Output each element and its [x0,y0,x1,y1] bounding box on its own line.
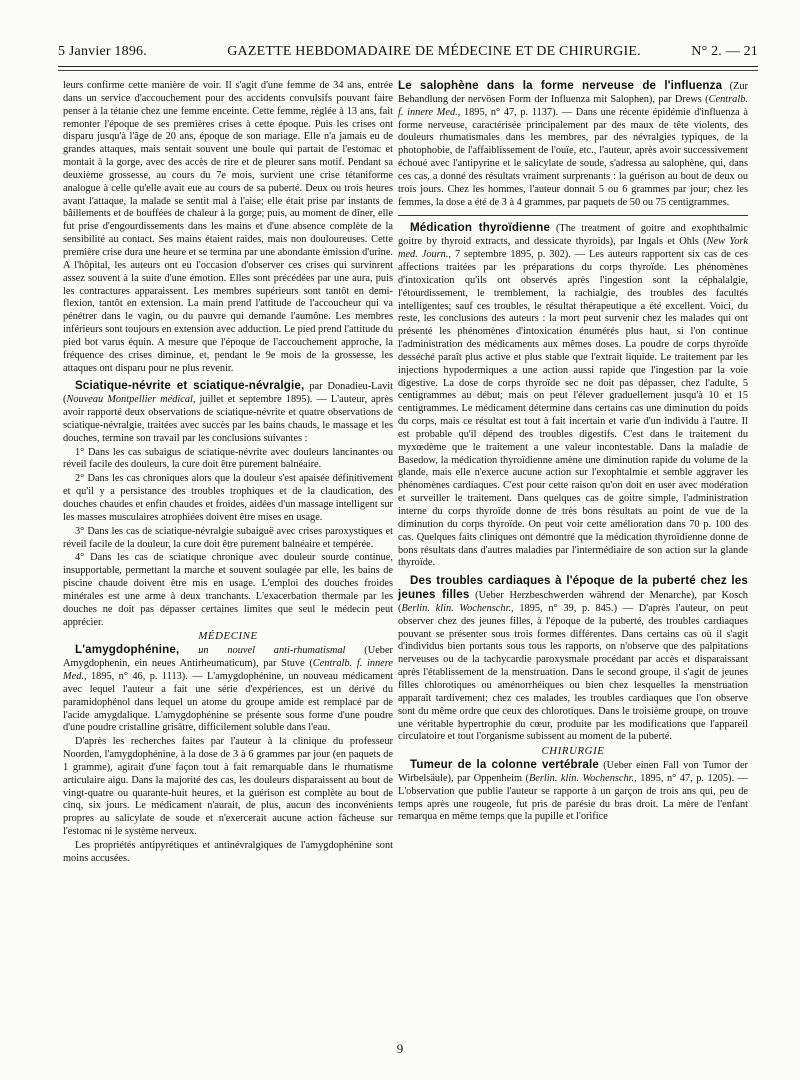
article-paragraph: Les propriétés antipyrétiques et antinévralgiques de l'amygdophénine sont moins accusées. [63,839,393,864]
article-title: Le salophène dans la forme nerveuse de l'influenza [398,79,723,92]
article-authors: (Ueber einen Fall von Tumor der Wirbelsäule), par Oppenheim ( [398,760,748,784]
article-divider [398,215,748,216]
article-body: juillet et septembre 1895). — L'auteur, après avoir rapporté deux observations de sciatique-névrite et quatre observations de sciatique-névralgie, traitées avec succès par les bains chauds, le massage et les douches, termine son travail par les conclusions suivantes : [63,394,393,444]
article-source: Berlin. klin. Wochenschr., [401,602,514,614]
article-source: New York med. Journ., [398,236,748,261]
article-paragraph [398,575,748,744]
conclusion-item: 4° Dans les cas de sciatique chronique avec douleur sourde continue, insupportable, permettant la marche et souvent soulagée par elle, les bains de piscine chaude doivent être mis en usage. L'emploi des douches froides minérales est une arme à deux tranchants. L'exacerbation thermale par les douches ne doit pas dépasser certaines limites que seul le médecin peut apprécier. [63,552,393,628]
article-title: L'amygdophénine, [75,643,180,657]
article-paragraph [63,644,393,735]
right-column [398,80,748,825]
article-paragraph [63,380,393,445]
article-authors: (Ueber Amygdophenin, ein neues Antirheumaticum), par Stuve ( [63,645,393,670]
article-body: 1895, n° 39, p. 845.) — D'après l'auteur, on peut observer chez des jeunes filles, à l'époque de la puberté, des troubles cardiaques pouvant se présenter sous trois formes différentes. Dans certains cas où il s'agit d'individus bien portants sous tous les rapports, on n'observe que des palpitations nerveuses ou de la tachycardie paroxysmale procédant par accès et disparaissant après l'établissement de la menstruation. Dans le second groupe, il s'agit de jeunes filles chlorotiques ou aménorrhéiques ou bien chez lesquelles la menstruation apparaît tardivement; chez ces malades, les troubles cardiaques que l'on observe sont du même ordre que ceux des chlorotiques. Dans le troisième groupe, on trouve une véritable hypertrophie du cœur, produite par les modifications que l'appareil circulatoire et tout l'organisme subissent au moment de la puberté. [398,602,748,743]
section-heading: MÉDECINE [198,630,258,643]
issue-number: N° 2. — 21 [691,44,758,59]
article-paragraph [398,222,748,570]
article-title: Sciatique-névrite et sciatique-névralgie, [75,379,305,393]
article-paragraph [398,759,748,824]
article-title: Des troubles cardiaques à l'époque de la puberté chez les jeunes filles [398,574,748,602]
article-troubles-cardiaques [398,575,748,744]
article-paragraph: D'après les recherches faites par l'auteur à la clinique du professeur Noorden, l'amygdophénine, à la dose de 3 à 6 grammes par jour (en paquets de 1 gramme), agirait d'une façon tout à fait remarquable dans le rhumatisme articulaire aigu. Dans la majorité des cas, les douleurs disparaissent au bout de vingt-quatre ou quarante-huit heures, et la guérison est complète au bout de cinq, six jours. Le médicament n'aurait, de plus, aucun des inconvénients propres au salicylate de soude et n'exercerait aucune action fâcheuse sur l'estomac ni le système nerveux. [63,736,393,838]
article-salophene [398,80,748,209]
conclusion-item: 3° Dans les cas de sciatique-névralgie subaiguë avec crises paroxystiques et réveil facile de la douleur, la cure doit être purement balnéaire et tempérée. [63,525,393,550]
article-sciatique [63,380,393,629]
left-column [63,80,393,867]
conclusion-item: 2° Dans les cas chroniques alors que la douleur s'est apaisée définitivement et qu'il y a persistance des troubles trophiques et de la claudication, des douches chaudes et enfin chaudes et froides, aidées d'un massage intelligent sur les masses musculaires atrophiées doivent être mises en usage. [63,473,393,523]
section-heading: CHIRURGIE [541,745,605,758]
article-subtitle: un nouvel anti-rhumatismal [179,645,346,657]
article-thyroidienne [398,222,748,570]
article-body: 7 septembre 1895, p. 302). — Les auteurs rapportent six cas de ces affections traitées par les préparations du corps thyroïde. Les phénomènes d'intoxication qu'ils ont observés après l'ingestion sont la céphalalgie, l'étourdissement, le tremblement, la rachialgie, des troubles des facultés intelligentes; sauf ces troubles, le résultat thérapeutique a été excellent. Voici, du reste, les conclusions des auteurs : la mort peut survenir chez les malades qui ont présenté les phénomènes d'intoxication énumérés plus haut, si l'on continue l'administration des médicaments aux mêmes doses. La poudre de corps thyroïde desséché paraît plus active et plus stable que l'extrait liquide. Le traitement par les injections hypodermiques a une action aussi rapide que l'ingestion par la voie digestive. La dose de corps thyroïde sec ne doit pas dépasser, chez l'adulte, 5 centigrammes au début; mais on peut l'élever graduellement jusqu'à 10 et 15 centigrammes. Le médicament détermine dans certains cas une diminution du poids du corps, mais ce résultat est tout à fait incertain et varie d'un individu à l'autre. Il est probable qu'il dépend des troubles digestifs. C'est dans le traitement du myxœdème que le traitement a une valeur incontestable. Dans la maladie de Basedow, la médication thyroïdienne amène une diminution rapide du volume de la glande, mais elle n'exerce aucune action sur l'exophtalmie et semble aggraver les phénomènes cardiaques. C'est pour cette raison qu'on doit en user avec modération et surveiller le traitement. Dans quelques cas de goitre simple, l'administration interne du corps thyroïde donne de très bons résultats au point de vue de la diminution du corps thyroïde. On peut voir cette amélioration dans 70 p. 100 des cas. Quelques faits cliniques ont démontré que la médication thyroïdienne donne de bons résultats dans d'autres maladies par l'intermédiaire de son action sur la glande thyroïde. [398,249,748,569]
article-authors: (The treatment of goitre and exophthalmic goitre by thyroid extracts, and dessicate thyroids), par Ingals et Ohls ( [398,223,748,248]
article-amygdophenine [63,644,393,865]
journal-title: GAZETTE HEBDOMADAIRE DE MÉDECINE ET DE CHIRURGIE. [227,44,641,59]
page-number: 9 [396,1041,404,1056]
article-title: Médication thyroïdienne [410,221,551,235]
article-source: Nouveau Montpellier médical, [66,394,196,406]
header-rule [58,66,758,67]
article-paragraph [398,80,748,209]
issue-date: 5 Janvier 1896. [58,44,147,59]
article-authors: (Ueber Herzbeschwerden während der Menarche), par Kosch ( [398,590,748,614]
article-source: Centralb. f. innere Med., [63,658,394,682]
article-authors: (Zur Behandlung der nervösen Form der Influenza mit Salophen), par Drews ( [398,81,748,105]
article-source: Berlin. klin. Wochenschr., [528,772,637,784]
article-title: Tumeur de la colonne vertébrale [410,758,599,772]
article-tumeur [398,759,748,824]
header-rule-thin [58,70,758,71]
conclusion-item: 1° Dans les cas subaigus de sciatique-névrite avec douleurs lancinantes ou réveil facile des douleurs, la cure doit être purement balnéaire. [63,446,393,471]
article-body: 1895, n° 47, p. 1205). — L'observation que publie l'auteur se rapporte à un garçon de trois ans qui, peu de temps après une rougeole, fut pris de parésie du bras droit. La mère de l'enfant remarqua en même temps que la pupille et l'orifice [398,772,748,823]
article-body: 1895, n° 47, p. 1137). — Dans une récente épidémie d'influenza à forme nerveuse, caractérisée principalement par des maux de tête violents, des douleurs rhumatismales dans les membres, par des névralgies typiques, de la photophobie, de l'affaiblissement de l'ouïe, etc., l'auteur, après avoir successivement échoué avec l'antipyrine et le salicylate de soude, s'adressa au salophène, qui, dans ces cas, a donné des résultats vraiment surprenants : la guérison au bout de deux ou trois jours. Chez les hommes, l'auteur donnait 5 ou 6 grammes par jour; chez les femmes, la dose a été de 3 à 4 grammes, par paquets de 50 ou 75 centigrammes. [398,106,748,208]
paragraph-continued: leurs confirme cette manière de voir. Il s'agit d'une femme de 34 ans, entrée dans un service d'accouchement pour des accidents convulsifs pouvant faire penser à la tétanie chez une femme enceinte. Cette femme, réglée à 13 ans, fait remonter l'époque de ses premières crises à cette époque. Puis les crises ont disparu jusqu'à l'âge de 20 ans, époque de son mariage. Elle n'a jamais eu de grandes attaques, mais sentait souvent une boule qui partait de l'estomac et montait à la gorge, avec des accès de rire et de pleurer sans motif. Pendant sa deuxième grossesse, au cours du 7e mois, survient une crise tétaniforme analogue à celle qu'elle avait eue au cours de sa puberté. Deux ou trois heures avant l'attaque, la malade se sentit mal à l'aise; elle était prise par instants de bâillements et de bouffées de chaleur à la gorge; puis, au moment de dîner, elle fut prise d'engourdissements dans les mains et d'une absence complète de la sensibilité au contact. Ses mains étaient raides, mais non douloureuses. Cette première crise dura une heure et se termina par une abondante émission d'urine. A l'hôpital, les auteurs ont eu l'occasion d'observer ces crises qui survinrent assez souvent à la suite d'une émotion. Elles sont précédées par une aura, puis les contractures apparaissent. Les membres supérieurs sont tantôt en demi-flexion, tantôt en extension. La main prend l'attitude de l'accoucheur qui va pénétrer dans le vagin, ou du pauvre qui demande l'aumône. Les membres inférieurs sont toujours en extension avec adduction. Le pied prend l'attitude du pied bot varus équin. A mesure que l'époque de l'accouchement approche, la fréquence des crises diminue, et, pendant le 9e mois de la grossesse, les attaques ont disparu pour ne plus revenir. [63,80,393,374]
article-authors: par Donadieu-Lavit ( [63,381,393,406]
article-body: 1895, n° 46, p. 1113). — L'amygdophénine, un nouveau médicament avec lequel l'auteur a fait une série d'expériences, est un dérivé du paramidophénol dans lequel un atome du groupe amide est remplacé par de l'acide amygdalique. L'amygdophénine se présente sous forme d'une poudre d'une poudre cristalline grisâtre, difficilement soluble dans l'eau. [63,670,393,734]
article-source: Centralb. f. innere Med., [398,93,748,118]
running-head [58,44,758,66]
